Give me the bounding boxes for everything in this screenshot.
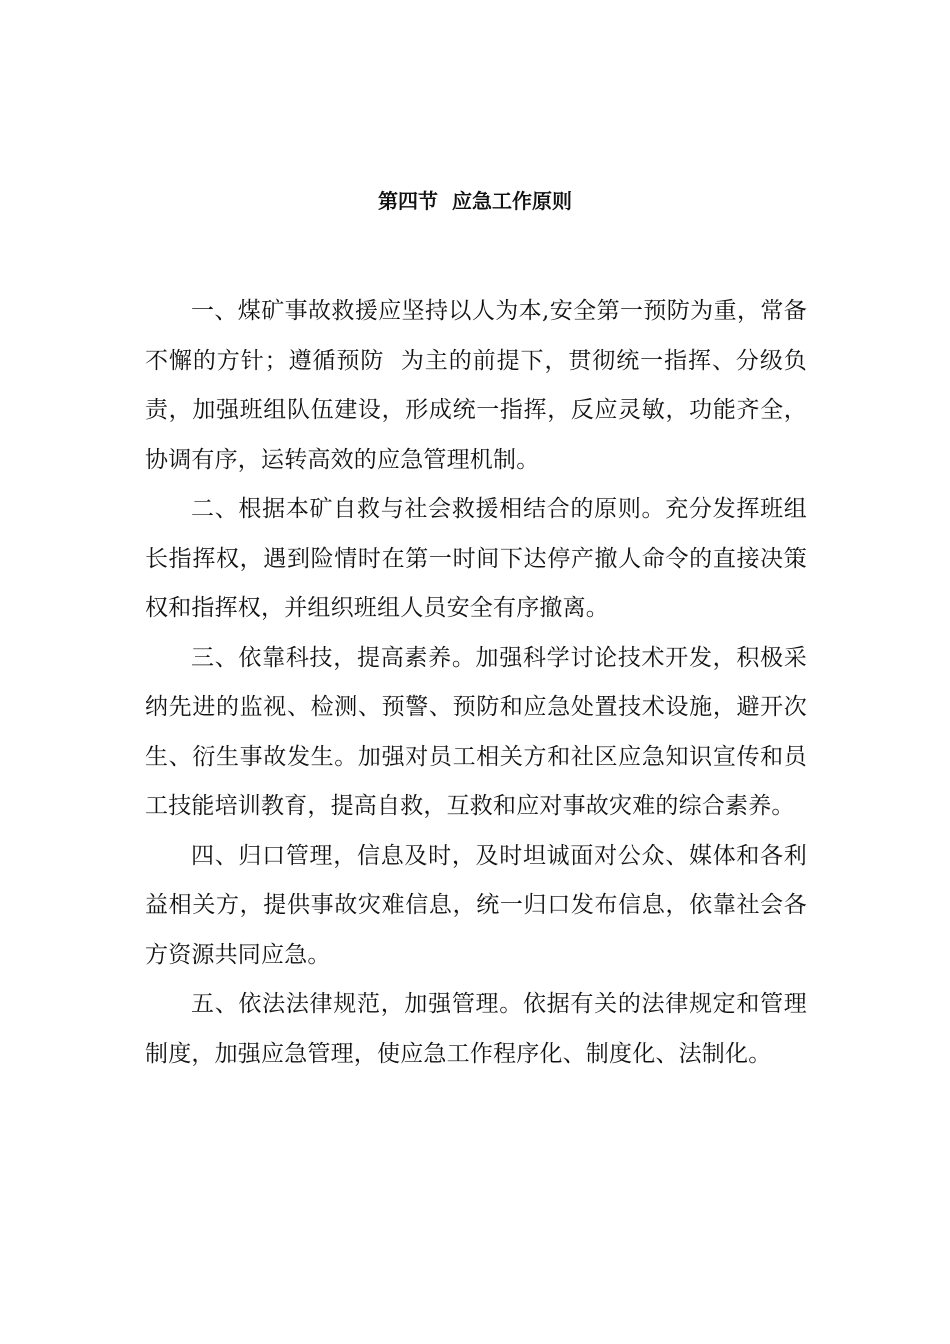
paragraph-principle-5: 五、依法法律规范，加强管理。依据有关的法律规定和管理制度，加强应急管理，使应急工作程序化、制度化、法制化。 (145, 991, 807, 1067)
paragraph-principle-3: 三、依靠科技，提高素养。加强科学讨论技术开发，积极采纳先进的监视、检测、预警、预防和应急处置技术设施，避开次生、衍生事故发生。加强对员工相关方和社区应急知识宣传和员工技能培训教育，提高自救，互救和应对事故灾难的综合素养。 (145, 644, 807, 819)
section-title: 第四节 应急工作原则 (378, 189, 572, 213)
document-body (145, 287, 807, 1079)
paragraph-principle-4: 四、归口管理，信息及时，及时坦诚面对公众、媒体和各利益相关方，提供事故灾难信息，统一归口发布信息，依靠社会各方资源共同应急。 (145, 842, 807, 968)
paragraph-principle-1: 一、煤矿事故救援应坚持以人为本,安全第一预防为重，常备不懈的方针；遵循预防 为主的前提下，贯彻统一指挥、分级负责，加强班组队伍建设，形成统一指挥，反应灵敏，功能齐全，协调有序，运转高效的应急管理机制。 (145, 298, 807, 473)
paragraph-principle-2: 二、根据本矿自救与社会救援相结合的原则。充分发挥班组长指挥权，遇到险情时在第一时间下达停产撤人命令的直接决策权和指挥权，并组织班组人员安全有序撤离。 (145, 496, 807, 621)
